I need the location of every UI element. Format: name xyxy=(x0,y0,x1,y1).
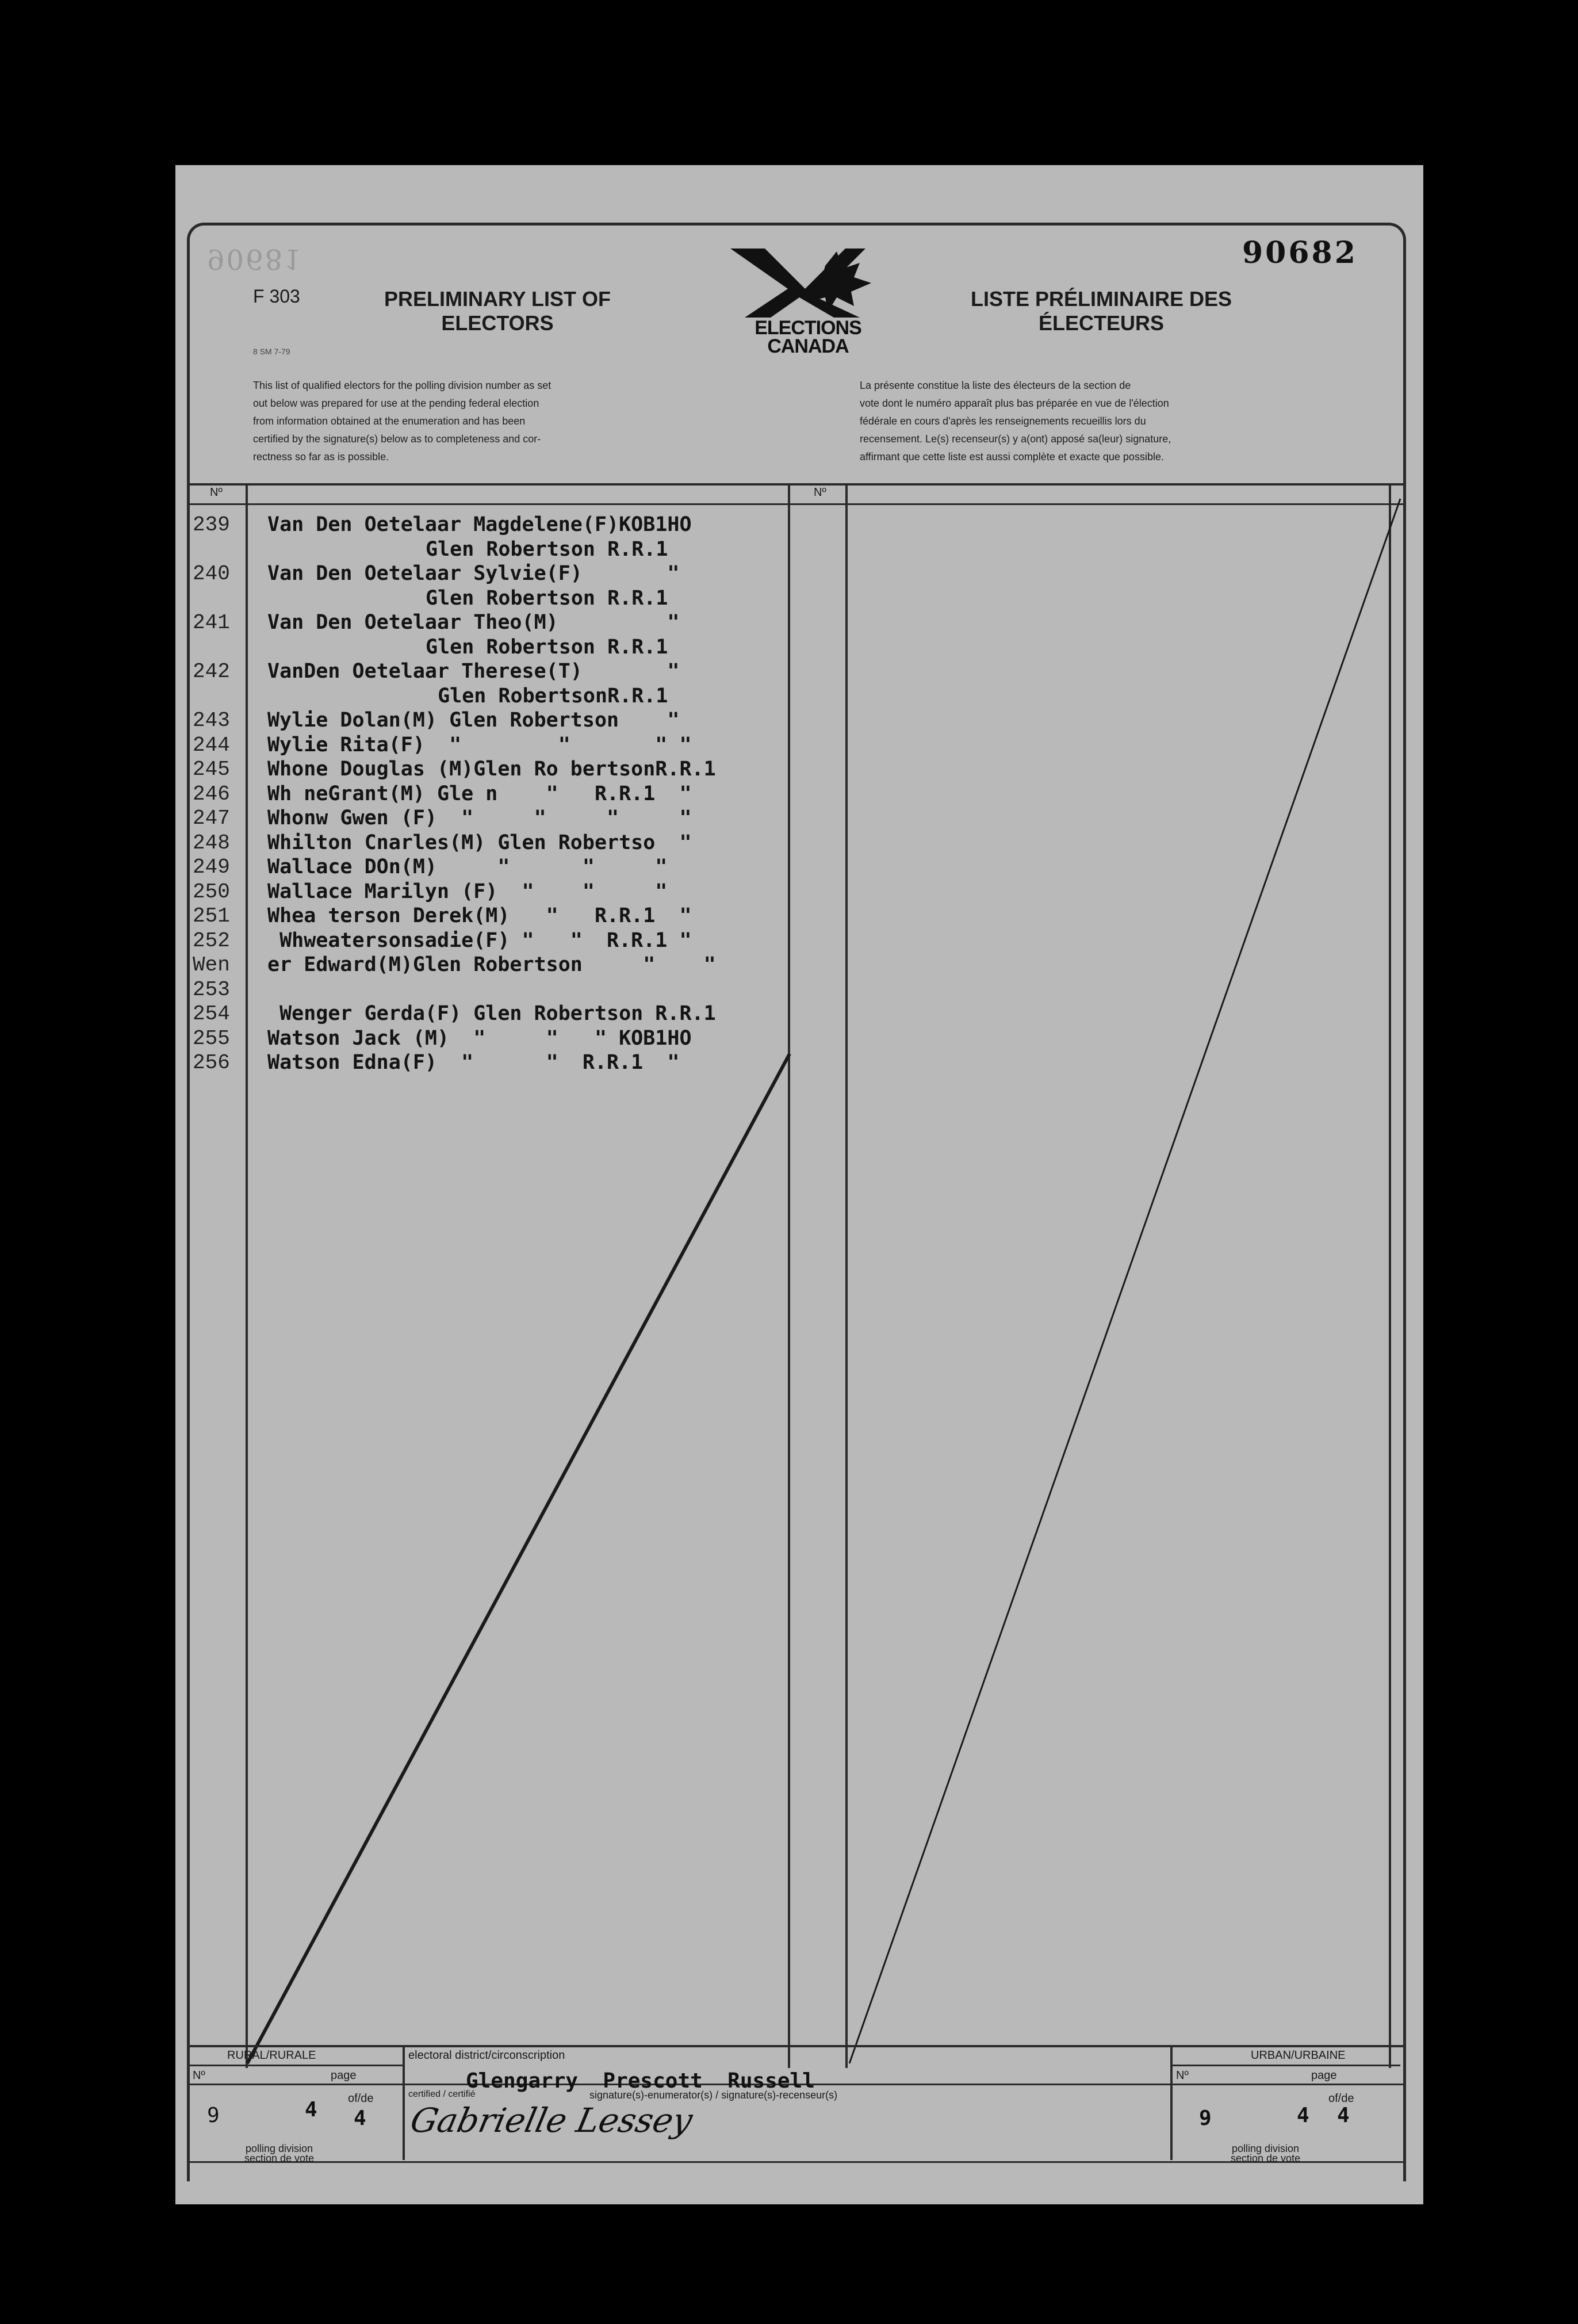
footer-top-line xyxy=(187,2045,1403,2047)
elector-number: 244 xyxy=(193,733,230,757)
elector-number: 245 xyxy=(193,758,230,781)
district-value: Glengarry Prescott Russell xyxy=(466,2069,815,2093)
elector-number: 251 xyxy=(193,904,230,928)
elector-text: Wallace Marilyn (F) " " " xyxy=(267,880,668,903)
elector-text: Van Den Oetelaar Theo(M) " xyxy=(267,611,680,634)
urban-no-label: Nº xyxy=(1176,2069,1189,2082)
footer-urban-divider xyxy=(1170,2045,1173,2160)
rural-polling-label: polling division section de vote xyxy=(244,2143,315,2164)
elector-number: 241 xyxy=(193,611,230,634)
enumerator-signature: Gabrielle Lessey xyxy=(407,2101,696,2140)
elector-text: Wylie Rita(F) " " " " xyxy=(267,733,692,756)
urban-page-number: 4 xyxy=(1297,2104,1309,2127)
elector-number: 248 xyxy=(193,831,230,855)
elector-number: 247 xyxy=(193,806,230,830)
footer-sub-line xyxy=(187,2065,403,2066)
urban-label: URBAN/URBAINE xyxy=(1251,2049,1346,2062)
urban-of-number: 4 xyxy=(1337,2104,1350,2127)
urban-page-label: page xyxy=(1311,2069,1337,2082)
elector-text: Van Den Oetelaar Magdelene(F)KOB1HO xyxy=(267,513,692,536)
elector-text: Glen Robertson R.R.1 xyxy=(426,586,668,610)
elector-text: Wenger Gerda(F) Glen Robertson R.R.1 xyxy=(267,1002,716,1025)
elector-text: Wylie Dolan(M) Glen Robertson " xyxy=(267,709,680,732)
cancel-lines xyxy=(175,165,1423,2204)
elector-text: Whweatersonsadie(F) " " R.R.1 " xyxy=(267,928,692,952)
elector-number: 255 xyxy=(193,1026,230,1050)
rural-no-label: Nº xyxy=(193,2069,205,2082)
elector-number: 239 xyxy=(193,513,230,537)
certified-label: certified / certifié xyxy=(408,2089,476,2099)
urban-polling-number: 9 xyxy=(1199,2107,1212,2130)
elector-number: 250 xyxy=(193,880,230,904)
elector-number: 242 xyxy=(193,660,230,683)
rural-label: RURAL/RURALE xyxy=(227,2049,316,2062)
rural-page-number: 4 xyxy=(305,2098,317,2122)
elector-number: 240 xyxy=(193,562,230,586)
signature-label: signature(s)-enumerator(s) / signature(s)-recenseur(s) xyxy=(589,2089,838,2101)
elector-text: Watson Edna(F) " " R.R.1 " xyxy=(267,1051,680,1074)
elector-text: Whilton Cnarles(M) Glen Robertso " xyxy=(267,831,692,854)
elector-number: 252 xyxy=(193,928,230,953)
title-fr: LISTE PRÉLIMINAIRE DES ÉLECTEURS xyxy=(970,287,1232,335)
elector-text: Whone Douglas (M)Glen Ro bertsonR.R.1 xyxy=(267,758,716,781)
form-sheet xyxy=(175,165,1423,2204)
intro-fr: La présente constitue la liste des électeurs de la section de vote dont le numéro apparaît plus bas préparée en vue de l'élection fédérale en cours d'après les renseignements recueillis lors du recensement. Le(s) recenseur(s) y a(ont) apposé sa(leur) signature, affirmant que cette liste est aussi complète et exacte que possible. xyxy=(860,380,1171,462)
rural-page-label: page xyxy=(331,2069,357,2082)
serial-number: 90682 xyxy=(1242,235,1358,270)
elector-number: Wen xyxy=(193,953,230,977)
elector-number: 256 xyxy=(193,1051,230,1075)
elector-text: er Edward(M)Glen Robertson " " xyxy=(267,953,716,976)
elector-number: 254 xyxy=(193,1002,230,1026)
footer-bottom-line xyxy=(187,2161,1403,2163)
rural-polling-number: 9 xyxy=(207,2104,220,2127)
form-number: F 303 xyxy=(253,286,300,307)
elector-text: Wallace DOn(M) " " " xyxy=(267,855,668,878)
urban-polling-label: polling division section de vote xyxy=(1231,2143,1301,2164)
elector-text: Whonw Gwen (F) " " " " xyxy=(267,806,692,830)
district-label: electoral district/circonscription xyxy=(408,2049,565,2062)
intro-en: This list of qualified electors for the polling division number as set out below was prepared for use at the pending federal election from information obtained at the enumeration and has been certified by the signature(s) below as to completeness and cor- rectness so far as is possible. xyxy=(253,380,551,462)
elector-number: 249 xyxy=(193,855,230,879)
elector-text: Glen Robertson R.R.1 xyxy=(426,635,668,659)
elector-text: Glen RobertsonR.R.1 xyxy=(426,684,668,708)
elector-text: Watson Jack (M) " " " KOB1HO xyxy=(267,1026,692,1050)
elector-text: Whea terson Derek(M) " R.R.1 " xyxy=(267,904,692,927)
form-code: 8 SM 7-79 xyxy=(253,347,290,356)
logo-line1: ELECTIONS xyxy=(754,317,861,339)
no-header-right: Nº xyxy=(814,486,826,499)
elector-number: 246 xyxy=(193,782,230,806)
title-en: PRELIMINARY LIST OF ELECTORS xyxy=(384,287,611,335)
cancel-line-right xyxy=(849,499,1400,2063)
faded-serial: 90681 xyxy=(207,243,304,275)
elector-text: Van Den Oetelaar Sylvie(F) " xyxy=(267,562,680,585)
elector-number: 253 xyxy=(193,977,230,1002)
elector-text: VanDen Oetelaar Therese(T) " xyxy=(267,660,680,683)
logo-line2: CANADA xyxy=(767,335,849,357)
urban-of-label: of/de xyxy=(1328,2092,1354,2105)
elector-text: Glen Robertson R.R.1 xyxy=(426,537,668,561)
cancel-line-left xyxy=(247,1054,790,2063)
elector-number: 243 xyxy=(193,709,230,732)
rural-of-number: 4 xyxy=(354,2107,366,2130)
rural-of-label: of/de xyxy=(348,2092,374,2105)
elector-text: Wh neGrant(M) Gle n " R.R.1 " xyxy=(267,782,692,805)
footer-sub-line-r xyxy=(1170,2065,1400,2066)
footer-rural-divider xyxy=(403,2045,405,2160)
no-header-left: Nº xyxy=(210,486,223,499)
